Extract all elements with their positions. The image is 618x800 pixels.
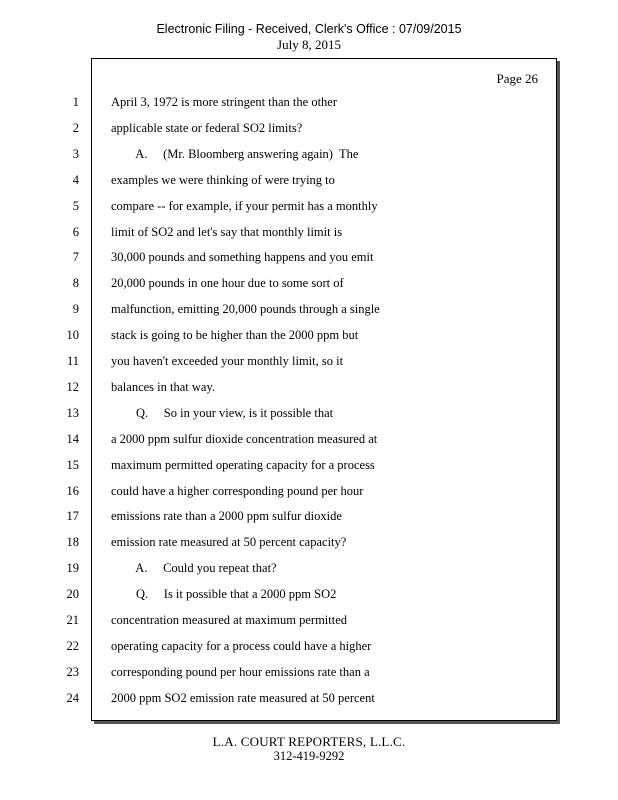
line-number: 23 <box>66 665 79 679</box>
transcript-line: Q. Is it possible that a 2000 ppm SO2 <box>111 587 337 601</box>
transcript-line: emissions rate than a 2000 ppm sulfur dioxide <box>111 509 342 523</box>
line-number: 22 <box>66 639 79 653</box>
line-number: 9 <box>72 302 79 316</box>
page-number: Page 26 <box>496 71 538 86</box>
line-number: 18 <box>66 535 79 549</box>
transcript-date: July 8, 2015 <box>277 37 341 52</box>
court-reporter-name: L.A. COURT REPORTERS, L.L.C. <box>212 734 406 749</box>
line-number: 24 <box>66 691 79 705</box>
transcript-line: concentration measured at maximum permitted <box>111 613 348 627</box>
transcript-line: A. (Mr. Bloomberg answering again) The <box>111 147 359 161</box>
transcript-line: stack is going to be higher than the 2000 ppm but <box>111 328 359 342</box>
line-number: 13 <box>66 406 79 420</box>
transcript-line: maximum permitted operating capacity for a process <box>111 458 375 472</box>
transcript-page <box>66 58 557 721</box>
line-number: 17 <box>66 509 79 523</box>
transcript-line: corresponding pound per hour emissions rate than a <box>111 665 370 679</box>
transcript-line: 2000 ppm SO2 emission rate measured at 50 percent <box>111 691 375 705</box>
transcript-line: Q. So in your view, is it possible that <box>111 406 334 420</box>
transcript-line: 20,000 pounds in one hour due to some sort of <box>111 276 344 290</box>
transcript-line: operating capacity for a process could have a higher <box>111 639 372 653</box>
line-number: 15 <box>66 458 79 472</box>
line-number: 11 <box>66 354 79 368</box>
transcript-line: examples we were thinking of were trying to <box>111 173 335 187</box>
line-number: 7 <box>72 250 79 264</box>
transcript-line: compare -- for example, if your permit has a monthly <box>111 199 378 213</box>
transcript-line: April 3, 1972 is more stringent than the other <box>111 95 338 109</box>
transcript-line: could have a higher corresponding pound per hour <box>111 484 364 498</box>
line-number: 2 <box>72 121 79 135</box>
transcript-line: you haven't exceeded your monthly limit, so it <box>111 354 344 368</box>
line-number: 4 <box>72 173 79 187</box>
transcript-line: 30,000 pounds and something happens and you emit <box>111 250 374 264</box>
transcript-line: emission rate measured at 50 percent capacity? <box>111 535 347 549</box>
line-number: 14 <box>66 432 79 446</box>
transcript-line: applicable state or federal SO2 limits? <box>111 121 303 135</box>
line-number: 19 <box>66 561 79 575</box>
transcript-line: a 2000 ppm sulfur dioxide concentration measured at <box>111 432 378 446</box>
transcript-line: limit of SO2 and let's say that monthly limit is <box>111 225 343 239</box>
line-number: 10 <box>66 328 79 342</box>
line-number: 21 <box>66 613 79 627</box>
court-reporter-phone: 312-419-9292 <box>273 749 345 763</box>
line-number: 20 <box>66 587 79 601</box>
line-number: 16 <box>66 484 79 498</box>
transcript-line: balances in that way. <box>111 380 216 394</box>
transcript-line: malfunction, emitting 20,000 pounds through a single <box>111 302 380 316</box>
transcript-line: A. Could you repeat that? <box>111 561 277 575</box>
line-number: 1 <box>72 95 79 109</box>
line-number: 3 <box>72 147 79 161</box>
line-number: 6 <box>72 225 79 239</box>
line-number: 5 <box>72 199 79 213</box>
line-number: 12 <box>66 380 79 394</box>
line-number: 8 <box>72 276 79 290</box>
filing-stamp: Electronic Filing - Received, Clerk's Office : 07/09/2015 <box>156 22 462 36</box>
